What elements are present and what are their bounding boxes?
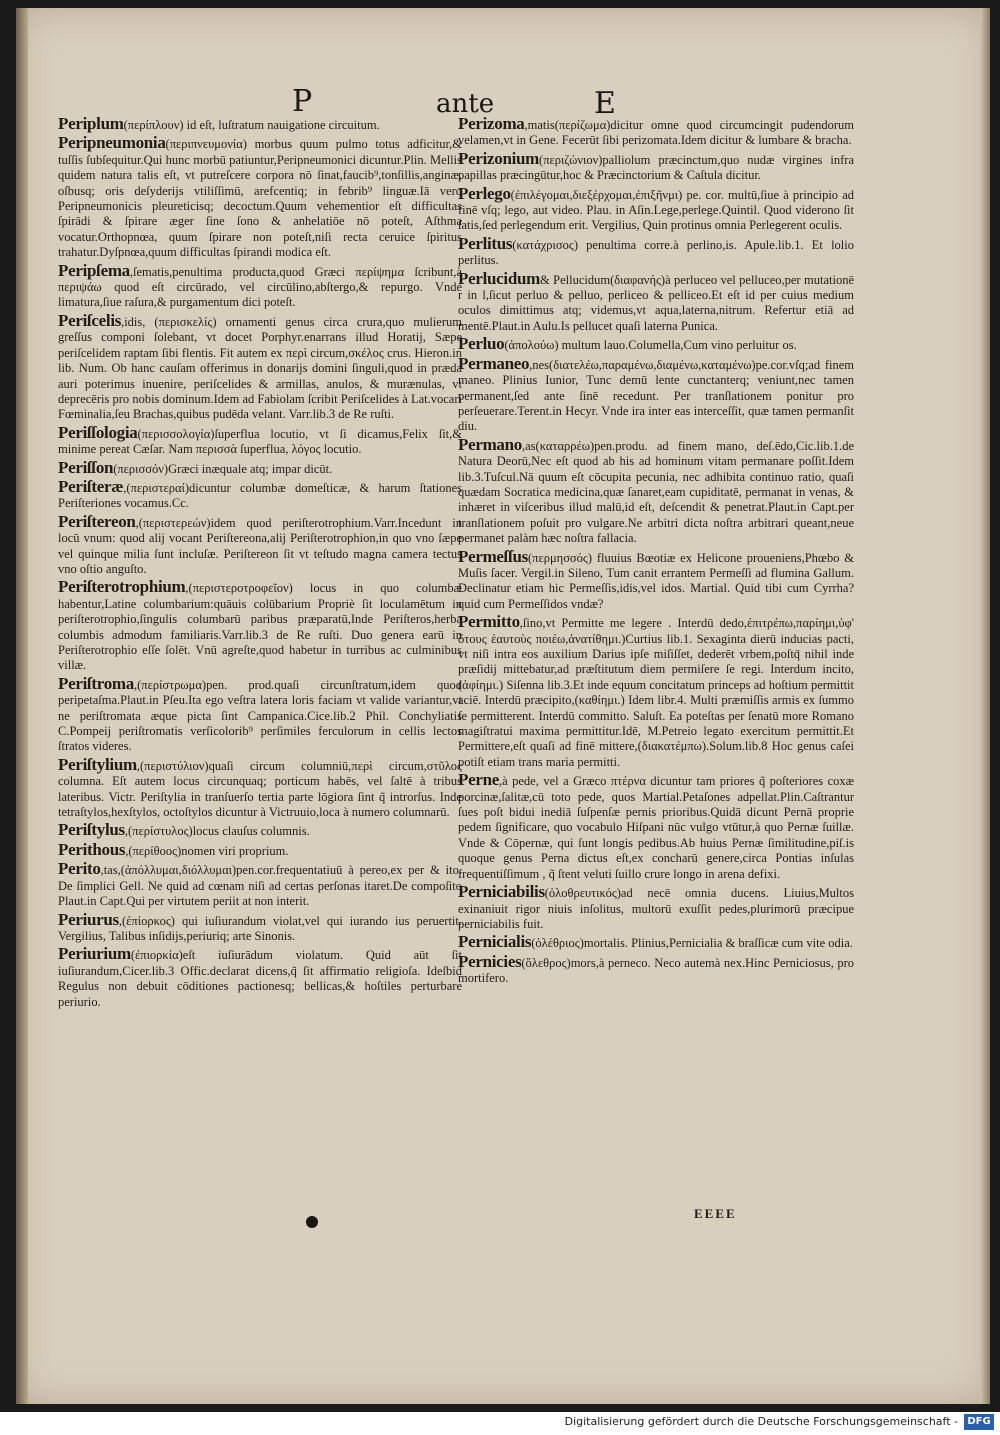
- dictionary-entry: [458, 614, 854, 770]
- dictionary-entry: [458, 546, 854, 613]
- entry-headword: Periplum: [58, 114, 124, 133]
- entry-text: ,à pede, vel a Græco πτέρνα dicuntur tam priores q̃ poſteriores coxæ porcinæ,ſalitæ,cū toto pede, quos Martial.Petaſones adpellat.Plin.Caſtrantur ſues poſt bidui inediā ſuſpenſæ pernis prioribus.Quidā dicunt Pernā proprie pedem ſignificare, quo vocabulo Hiſpani nūc vulgo vtūtur,à quo Pernæ ſuillæ. Vnde & Cōpernæ, qui ſunt longis pedibus.Ab huius Pernæ ſimilitudine,piſ.is quoque genus Perna dictus eſt,ex concharū genere,circa Pontias inſulas frequentiſſimum , q̃ ſtent veluti ſuillo crure longo in arena defixi.: [458, 774, 854, 881]
- entry-text: (ἀπολούω) multum lauo.Columella,Cum vino perluitur os.: [504, 338, 797, 353]
- dfg-logo: DFG: [964, 1414, 994, 1430]
- entry-headword: Periſteræ: [58, 476, 124, 496]
- dictionary-entry: [58, 861, 462, 909]
- entry-text: ,matis(περίζωμα)dicitur omne quod circumcingit pudendorum velamen,vt in Gene. Fecerūt ſibi perizomata.Idem dicitur & lumbare & bracha.: [458, 118, 854, 148]
- entry-headword: Perito: [58, 859, 101, 879]
- left-column: [58, 116, 462, 1012]
- dictionary-entry: [58, 511, 462, 578]
- entry-text: ,(ἐπίορκος) qui iuſiurandum violat,vel qui iurando ius peruertit. Vergilius, Talibus inſidijs,periuriq; arte Sinonis.: [58, 913, 462, 943]
- entry-headword: Periſcelis: [58, 310, 122, 330]
- entry-text: (περισσολογία)ſuperflua locutio, vt ſi dicamus,Felix ſit,& minime pereat Cæſar. Nam περισσὰ ſuperflua, λόγος locutio.: [58, 426, 462, 457]
- entry-headword: Perizonium: [458, 148, 540, 168]
- entry-text: ,(περίθοος)nomen viri proprium.: [125, 843, 289, 858]
- dictionary-entry: [58, 260, 462, 311]
- page-edge: [980, 8, 990, 1404]
- entry-headword: Perizoma: [458, 114, 525, 133]
- entry-headword: Periſterotrophium: [58, 577, 186, 597]
- entry-headword: Perithous: [58, 839, 126, 859]
- entry-headword: Perluo: [458, 334, 505, 354]
- entry-text: ,(περίστρωμα)pen. prod.quaſi circunſtratum,idem quod peripetaſma.Plaut.in Pſeu.Ita ego veſtra latera loris faciam vt valide variantur,vt ne periſtromata æque picta ſint Campanica.Cice.lib.2 Phil. Conchyliatis C.Pompeij periſtromatis verſicolorib⁹ perſimiles ferculorum in cellis lectos ſtratos videres.: [58, 677, 462, 754]
- header-letter-right: E: [594, 86, 616, 121]
- entry-headword: Pernicies: [458, 951, 522, 971]
- entry-headword: Permitto: [458, 612, 520, 632]
- entry-headword: Periſtylium: [58, 754, 137, 774]
- dictionary-entry: [58, 310, 462, 423]
- entry-text: (ἐπιορκία)eſt iuſiurādum violatum. Quid aūt ſit iuſiurandum,Cicer.lib.3 Offic.declarat dicens,q̃ ſit affirmatio religioſa. Ideſbid Regulus non debuit cōditiones pactionesq; bellicas,& hoſtiles perturbare periurio.: [58, 948, 462, 1009]
- page-gutter-shadow: [16, 8, 28, 1404]
- ink-blot: [306, 1216, 318, 1228]
- entry-text: (περισσόν)Græci inæquale atq; impar dicūt.: [113, 461, 333, 476]
- dictionary-entry: [58, 822, 462, 839]
- entry-text: ,ſino,vt Permitte me legere . Interdū dedo,ἐπιτρέπω,παρίημι,ὑφ' ὅτους ἑαυτοὺς ποιέω,ἀνατίθημι.)Curtius lib.1. Sexaginta dierū inducias pacti, vt niſi intra eos auxilium Darius ipſe miſiſſet, dederēt vrbem,poſtq̄ nihil inde præſidij mittebatur,ad præſtitutum diem permiſere ſe regi. Interdum incito, (ἀφίημι.) Siſenna lib.3.Et inde equum concitatum princeps ad hoſtium permittit aciē. Interdū præcipito,(καθίημι.) Idem libr.4. Multi præmiſſis armis ex ſummo ſe permitterent. Interdū committo. Saluſt. Ea poteſtas per ſenatū more Romano magiſtratui maxima permittitur.Idē, M.Petreio legato exercitum permittit.Et Permittere,eſt quaſi ad finē mittere,(διακατέμπω).Solum.lib.8 Hoc genus caſei potiſt etiam trans maria permitti.: [458, 616, 854, 769]
- dictionary-entry: [58, 422, 462, 458]
- entry-headword: Periſſologia: [58, 422, 138, 442]
- entry-text: & Pellucidum(διαφανής)à perluceo vel pelluceo,per mutationē r in l,ſicut perluo & pelluo, perliceo & pelliceo.Et eſt id per cuius medium oculos dimittimus atq; videmus,vt aqua,laterna,nitrum. Refertur etiā ad mentē.Plaut.in Aulu.Is pellucet quaſi laterna Punica.: [458, 272, 854, 333]
- entry-headword: Pernicialis: [458, 932, 532, 952]
- entry-text: (ὀλέθριος)mortalis. Plinius,Pernicialia & braſſicæ cum vite odia.: [531, 936, 853, 951]
- dictionary-entry: [458, 353, 854, 435]
- dictionary-entry: [58, 579, 462, 673]
- dictionary-entry: [458, 268, 854, 335]
- header-word: ante: [436, 89, 495, 119]
- entry-text: ,tas,(ἀπόλλυμαι,διόλλυμαι)pen.cor.frequentatiuū à pereo,ex per & ito. De ſimplici Gell. Ne quid ad cœnam niſi ad certas perſonas itaret.De compoſito Plaut.in Capt.Qui per virtutem periit at non interit.: [58, 863, 462, 909]
- header-letter-left: P: [292, 84, 313, 119]
- entry-text: ,nes(διατελέω,παραμένω,διαμένω,καταμένω)pe.cor.vſq;ad finem maneo. Plinius Iunior, Tunc demū lente cunctanterq; veniunt,nec tamen permanent,ſed ante ſinē recedunt. Per tranſlationem ponitur pro perſeuerare.Terent.in Hecyr. Vnde ira inter eas interceſſit, quæ tamen permanſit diu.: [458, 357, 854, 434]
- dictionary-entry: [58, 673, 462, 755]
- entry-headword: Perlitus: [458, 233, 513, 253]
- entry-headword: Periſtroma: [58, 673, 134, 693]
- dictionary-entry: [58, 116, 462, 133]
- entry-text: ,(περιστερεών)idem quod periſterotrophium.Varr.Incedunt in locū vnum: quod alij vocant Periſtereona,alij Periſterotrophion,in quo vno ſæpe vel quinque milia ſunt incluſæ. Periſtereon ſit vt teſtudo magna camera tectus vno oſtio anguſto.: [58, 515, 462, 576]
- dictionary-entry: [58, 476, 462, 512]
- entry-text: (περίπλουν) id eſt, luſtratum nauigatione circuitum.: [123, 118, 380, 132]
- entry-text: ,(περιστεραί)dicuntur columbæ domeſticæ, & harum ſtationes Periſteriones vocamus.Cc.: [58, 480, 462, 511]
- entry-headword: Periurium: [58, 944, 131, 964]
- dictionary-entry: [58, 457, 462, 477]
- entry-headword: Peripſema: [58, 260, 130, 280]
- dictionary-entry: [458, 336, 854, 353]
- entry-headword: Periſtereon: [58, 511, 136, 531]
- entry-text: (ἐπιλέγομαι,διεξέρχομαι,ἐπιξῆνμι) pe. cor. multū,ſiue à principio ad finē vſq; lego, aut video. Plau. in Aſin.Lege,perlege.Quintil. Quod viderono ſit ſatis,ſed perlegendum erit. Vergilius, Quin protinus omnia Perlegerent oculis.: [458, 187, 854, 233]
- dictionary-entry: [458, 233, 854, 269]
- entry-text: (ὄλεθρος)mors,à perneco. Neco autemà nex.Hinc Perniciosus, pro mortifero.: [458, 955, 854, 986]
- dictionary-entry: [58, 135, 462, 260]
- entry-headword: Periſtylus: [58, 820, 125, 840]
- dictionary-entry: [458, 951, 854, 987]
- dictionary-entry: [58, 754, 462, 821]
- right-column: [458, 116, 854, 989]
- entry-text: (κατάχρισος) penultima corre.à perlino,is. Apule.lib.1. Et lolio perlitus.: [458, 237, 854, 268]
- entry-headword: Permaneo: [458, 353, 530, 373]
- dictionary-entry: [458, 884, 854, 932]
- book-page: [16, 8, 990, 1404]
- dictionary-entry: [58, 946, 462, 1010]
- entry-headword: Peripneumonia: [58, 133, 166, 153]
- dictionary-entry: [458, 772, 854, 882]
- dictionary-entry: [458, 934, 854, 951]
- footer-bar: [0, 1412, 1000, 1435]
- entry-text: ,(περίστυλος)locus clauſus columnis.: [124, 824, 310, 839]
- dictionary-entry: [458, 434, 854, 547]
- dictionary-entry: [458, 183, 854, 234]
- entry-headword: Permeſſus: [458, 546, 528, 566]
- entry-text: (περμησσός) fluuius Bœotiæ ex Helicone proueniens,Phœbo & Muſis ſacer. Vergil.in Sileno, Tum canit errantem Permeſſi ad flumina Gallum. Declinatur etiam hic Permeſſis,idis,vel idos. Martial. Quid tibi cum Cyrrha?quid cum Permeſſidos vndæ?: [458, 550, 854, 611]
- entry-headword: Perlego: [458, 183, 511, 203]
- dictionary-entry: [58, 839, 462, 859]
- entry-text: (περιπνευμονία) morbus quum pulmo totus adficitur,& tuſſis ſubſequitur.Qui hunc morbū patiuntur,Peripneumonici dicuntur.Plin. Mellis quidem natura talis eſt, vt putreſcere corpora nō ſinat,faucib⁹,tonſillis,anginæ, oſbusq; oris deſyderijs vtiliſſimū, arefcentiq; in febrib⁹ linguæ.Iā vero Peripneumonicis pleureticisq; decoctum.Quum vehementior eſt difficultas ſpirādi & ſpirare æger ſine ſono & anhelatiōe nō poteſt, Aſthma vocatur.Orthopnœa, quum ſpirare non poteſt,niſi recta ceruice ſpiritus trahatur.Dyſpnœa,quum difficultas ſpirandi modica eſt.: [58, 137, 462, 260]
- entry-text: ,as(καταρρέω)pen.produ. ad finem mano, deſ.ēdo,Cic.lib.1.de Natura Deorū,Nec eſt quod ab his ad hominum vitam permanare poſſit.Idem lib.3.Tuſcul.Nā quum eſt cōcupita pecunia, nec adhibita continuo ratio, quaſi quædam Socratica medicina,quæ ſanaret,eam cupiditatē, permanat in venas, & inhæret in viſceribus illud malū,id eſt, deſcendit & penetrat.Plaut.in Capt.per tranſlationem poſuit pro vulgare.Ne arbitri dicta noſtra arbitrari queant,neue permanet palàm hæc noſtra fallacia.: [458, 438, 854, 546]
- entry-text: (ὀλοθρευτικός)ad necē omnia ducens. Liuius,Multos exinaniuit rigor niuis inſolitus, multorū exuſſit pedes,plurimorū præcipue perniciabilis fuit.: [458, 886, 854, 931]
- entry-headword: Permano: [458, 434, 522, 454]
- entry-text: ,(περιστεροτροφεῖον) locus in quo columbæ habentur,Latine columbarium:quāuis colūbarium Propriè ſit loculamētum in periſterotrophio,ſingulis columbarū paribus præparatū,Inde Periſteros,herba columbis admodum familiaris.Varr.lib.3 de Re ruſti. Duo genera earū in Periſterotrophio eſſe ſolēt. Vnū agreſte,quod habetur in turribus ac culminibus villæ.: [58, 581, 462, 673]
- dictionary-entry: [458, 148, 854, 184]
- entry-text: (περιζώνιον)palliolum præcinctum,quo nudæ virgines infra papillas præcingūtur,hoc & Præcinctorium & Caſtula dicitur.: [458, 152, 854, 183]
- signature-mark: EEEE: [694, 1206, 737, 1221]
- entry-text: ,idis, (περισκελίς) ornamenti genus circa crura,quo mulierum greſſus componi ſolebant, vt docet Porphyr.enarrans illud Horatij, Sæpe periſcelidem raptam ſibi flentis. Fit autem ex περὶ circum,σκέλος crus. Hieron.in lib. Num. Ob hanc cauſam offerimus in donarijs domini ſinguli,quod in præda auri poterimus inuenire, periſcelides & armillas, anulos, & murænulas, vt deprecēris pro nobis dominum.Idem ad Fabiolam ſcribit Periſcelides à Lat.vocari Fœminalia,ſeu Brachas,quibus pudēda velant. Varr.lib.3 de Re ruſti.: [58, 314, 462, 422]
- dictionary-entry: [458, 116, 854, 149]
- entry-text: ,(περιστύλιον)quaſi circum columniū,περὶ circum,στῦλος columna. Eſt autem locus circunquaq; porticum habēs, vel ſaltē à tribus lateribus. Victr. Periſtylia in tranſuerſo tertia parte lōgiora ſint q̃ introrſus. Inde tetraſtylos,hexſtylos, octoſtylos dicuntur à Victruuio,loca à numero columnarū.: [58, 758, 462, 820]
- entry-text: ,ſematis,penultima producta,quod Græci περίψημα ſcribunt,à περιψάω quod eſt circūrado, vel circūlino,abſtergo,& repurgo. Vnde limatura,ſiue raſura,& purgamentum dici poteſt.: [58, 264, 462, 310]
- entry-headword: Perne: [458, 770, 499, 790]
- entry-headword: Periſſon: [58, 457, 114, 477]
- footer-credit: Digitalisierung gefördert durch die Deutsche Forschungsgemeinschaft -: [564, 1415, 958, 1428]
- entry-headword: Perniciabilis: [458, 882, 545, 902]
- entry-headword: Perlucidum: [458, 268, 540, 288]
- dictionary-entry: [58, 909, 462, 945]
- entry-headword: Periurus: [58, 909, 119, 929]
